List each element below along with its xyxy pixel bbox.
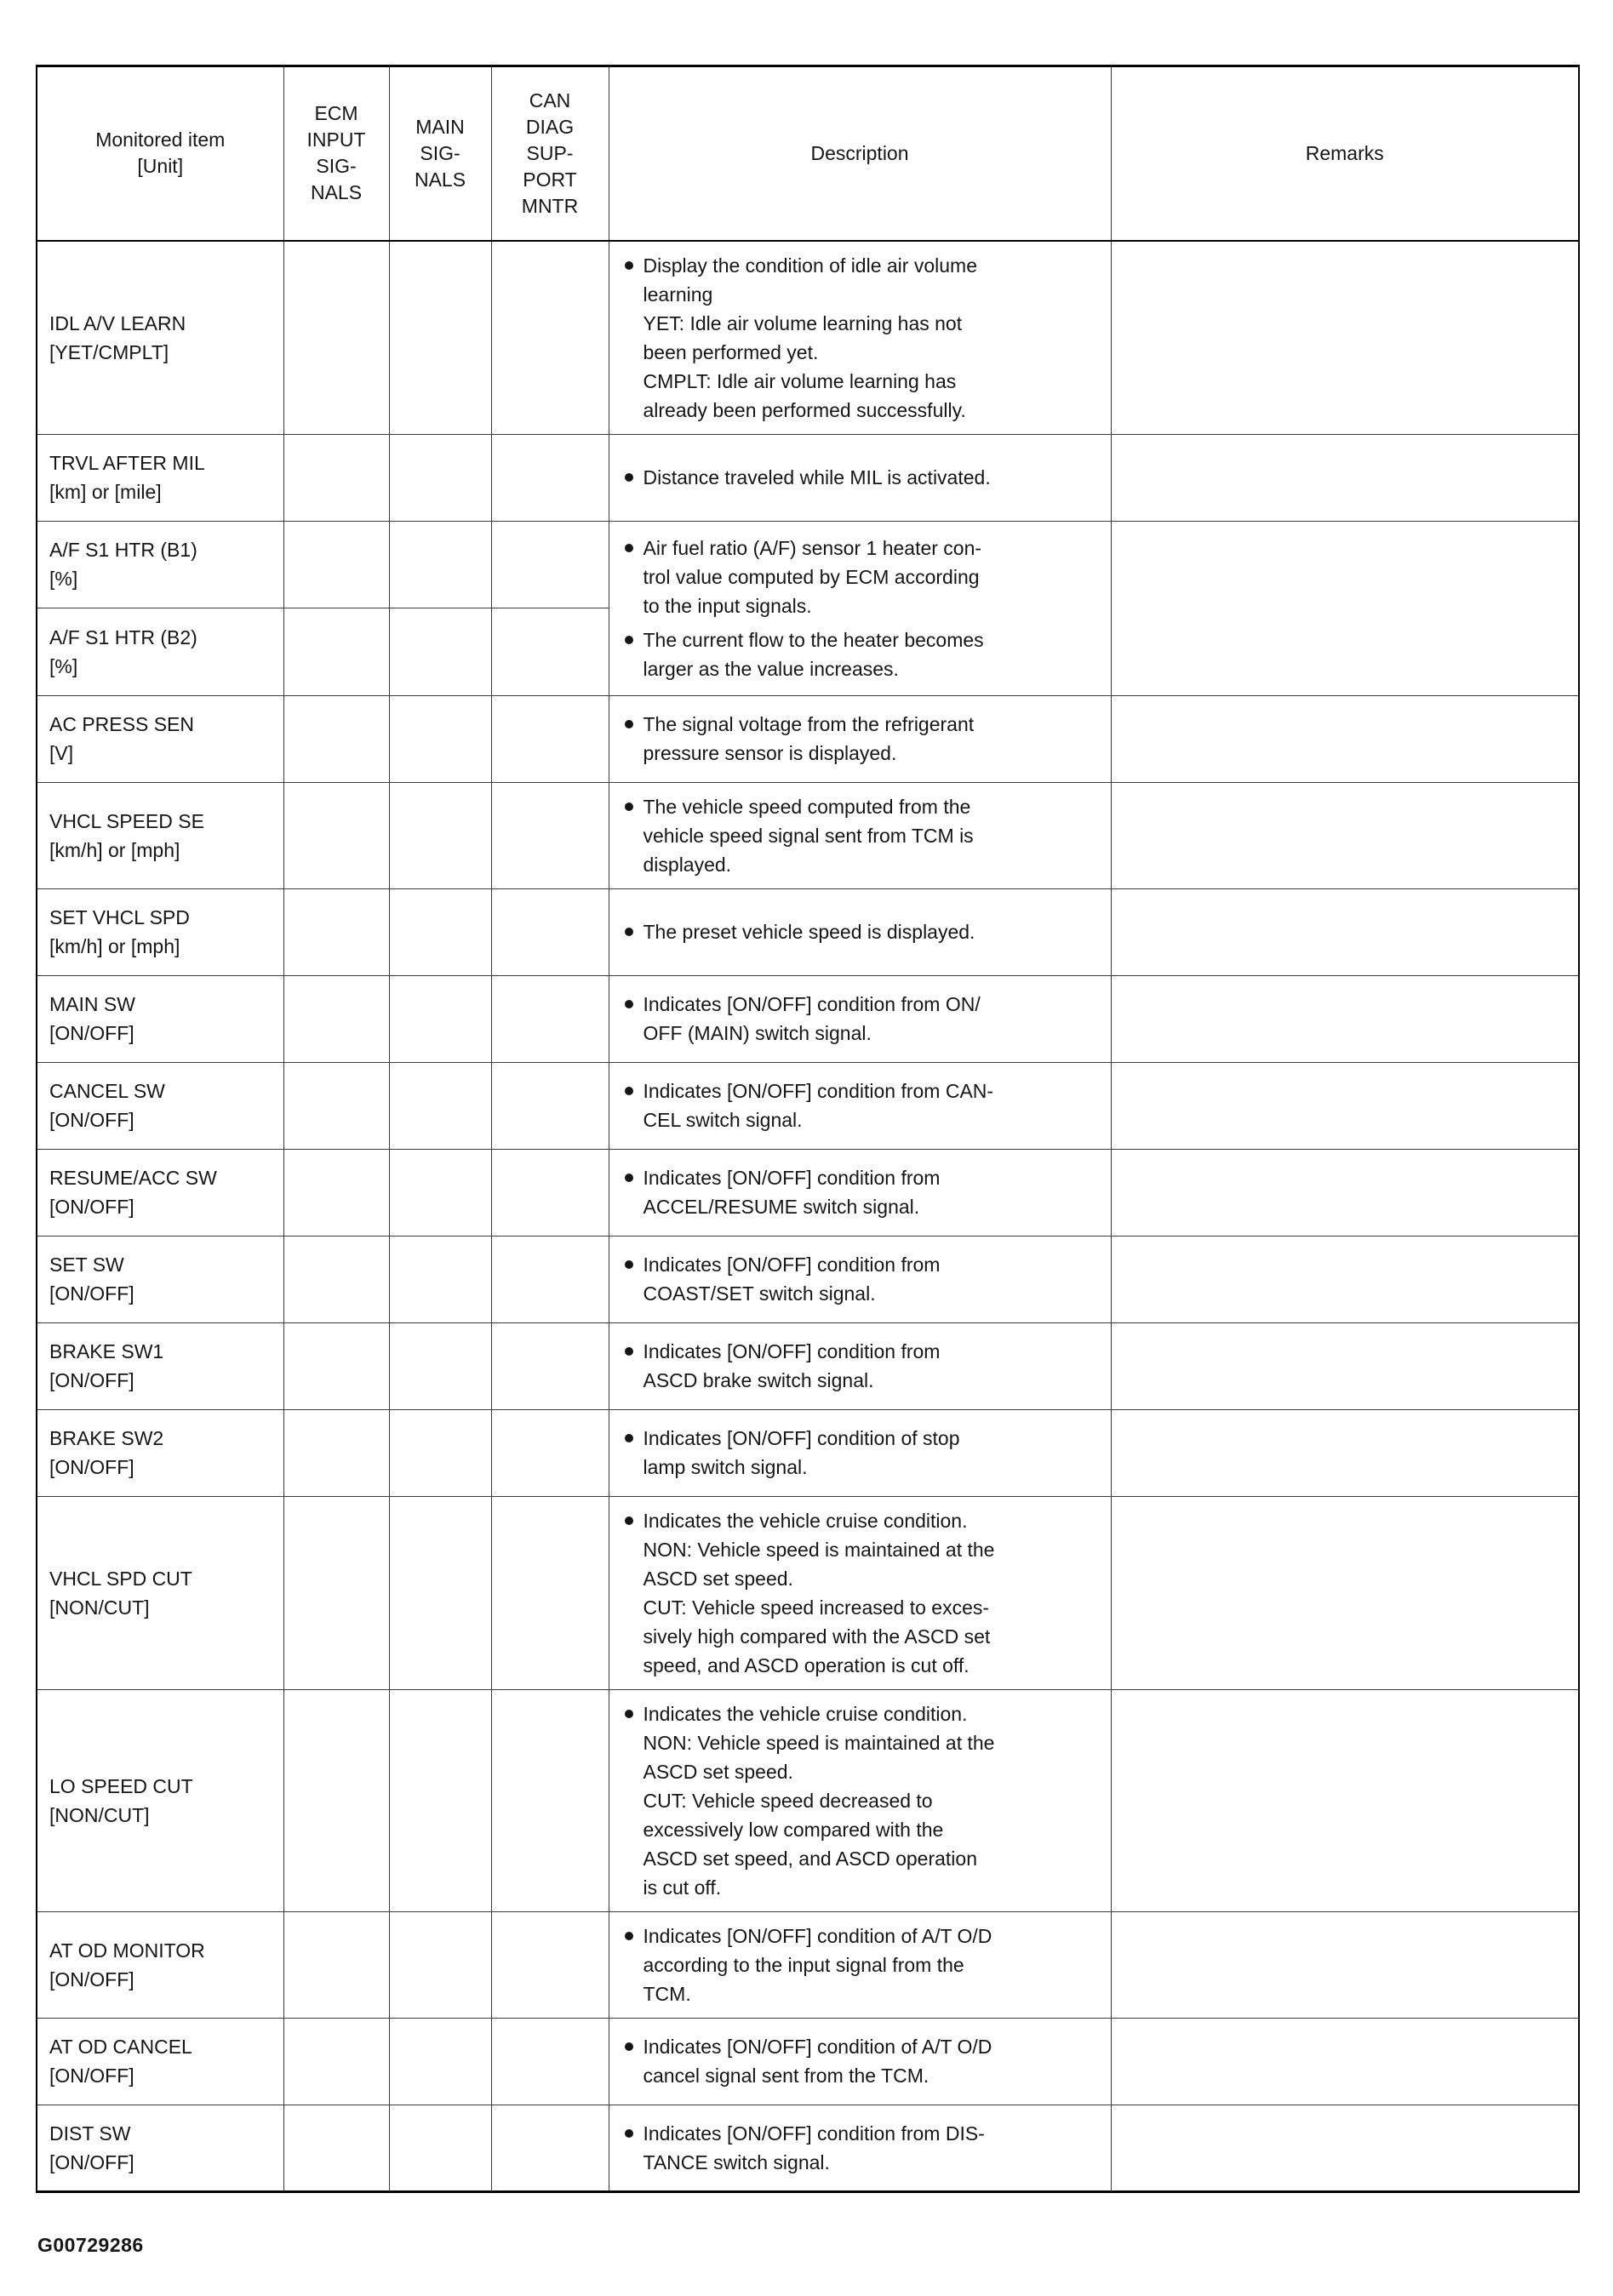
cell-can-diag-support-mntr — [491, 1409, 609, 1496]
cell-main-signals — [389, 1236, 491, 1322]
cell-can-diag-support-mntr — [491, 2018, 609, 2105]
cell-description: Indicates [ON/OFF] condition from COAST/SET switch signal. — [609, 1236, 1111, 1322]
cell-main-signals — [389, 521, 491, 608]
cell-monitored-item: IDL A/V LEARN [YET/CMPLT] — [37, 241, 283, 435]
bullet-icon — [625, 1434, 633, 1442]
col-header-monitored-item: Monitored item [Unit] — [37, 66, 283, 241]
cell-description: The signal voltage from the refrigerant pressure sensor is displayed. — [609, 695, 1111, 782]
cell-main-signals — [389, 2018, 491, 2105]
cell-monitored-item: SET VHCL SPD [km/h] or [mph] — [37, 888, 283, 975]
cell-main-signals — [389, 782, 491, 888]
bullet-icon — [625, 1516, 633, 1525]
cell-main-signals — [389, 2105, 491, 2191]
table-row — [37, 888, 1579, 975]
bullet-icon — [625, 1000, 633, 1008]
cell-can-diag-support-mntr — [491, 975, 609, 1062]
bullet-icon — [625, 1932, 633, 1940]
col-header-remarks: Remarks — [1111, 66, 1579, 241]
cell-ecm-input-signals — [283, 1062, 389, 1149]
table-row — [37, 434, 1579, 521]
table-row — [37, 241, 1579, 435]
cell-can-diag-support-mntr — [491, 521, 609, 608]
cell-monitored-item: BRAKE SW2 [ON/OFF] — [37, 1409, 283, 1496]
cell-remarks — [1111, 695, 1579, 782]
cell-main-signals — [389, 241, 491, 435]
bullet-icon — [625, 1174, 633, 1182]
cell-ecm-input-signals — [283, 1322, 389, 1409]
cell-remarks — [1111, 1236, 1579, 1322]
cell-ecm-input-signals — [283, 1149, 389, 1236]
cell-can-diag-support-mntr — [491, 1236, 609, 1322]
bullet-icon — [625, 1087, 633, 1095]
header-row — [37, 66, 1579, 241]
cell-description: Indicates the vehicle cruise condition. NON: Vehicle speed is maintained at the ASCD set speed. CUT: Vehicle speed increased to exces- sively high compared with the ASCD set speed, and ASCD operation is cut off. — [609, 1496, 1111, 1689]
cell-monitored-item: AC PRESS SEN [V] — [37, 695, 283, 782]
cell-ecm-input-signals — [283, 241, 389, 435]
cell-ecm-input-signals — [283, 2105, 389, 2191]
cell-remarks — [1111, 241, 1579, 435]
cell-ecm-input-signals — [283, 888, 389, 975]
cell-description: Indicates [ON/OFF] condition from DIS- TANCE switch signal. — [609, 2105, 1111, 2191]
cell-description: Distance traveled while MIL is activated. — [609, 434, 1111, 521]
cell-monitored-item: AT OD MONITOR [ON/OFF] — [37, 1911, 283, 2018]
table-row — [37, 1496, 1579, 1689]
cell-main-signals — [389, 608, 491, 696]
cell-main-signals — [389, 1496, 491, 1689]
cell-main-signals — [389, 1062, 491, 1149]
cell-remarks — [1111, 434, 1579, 521]
cell-main-signals — [389, 695, 491, 782]
bullet-icon — [625, 1710, 633, 1718]
cell-monitored-item: A/F S1 HTR (B2) [%] — [37, 608, 283, 696]
cell-remarks — [1111, 521, 1579, 695]
cell-ecm-input-signals — [283, 1911, 389, 2018]
cell-monitored-item: MAIN SW [ON/OFF] — [37, 975, 283, 1062]
table-body — [37, 241, 1579, 2192]
cell-remarks — [1111, 1911, 1579, 2018]
bullet-icon — [625, 928, 633, 936]
table-row — [37, 1149, 1579, 1236]
bullet-icon — [625, 473, 633, 482]
cell-main-signals — [389, 1689, 491, 1911]
cell-monitored-item: BRAKE SW1 [ON/OFF] — [37, 1322, 283, 1409]
bullet-icon — [625, 2129, 633, 2138]
cell-monitored-item: A/F S1 HTR (B1) [%] — [37, 521, 283, 608]
cell-ecm-input-signals — [283, 2018, 389, 2105]
cell-description: Indicates the vehicle cruise condition. NON: Vehicle speed is maintained at the ASCD set speed. CUT: Vehicle speed decreased to excessively low compared with the ASCD set speed, and ASCD operation is cut off. — [609, 1689, 1111, 1911]
col-header-description: Description — [609, 66, 1111, 241]
cell-main-signals — [389, 434, 491, 521]
col-header-can-diag-support-mntr: CAN DIAG SUP- PORT MNTR — [491, 66, 609, 241]
cell-description: Display the condition of idle air volume learning YET: Idle air volume learning has not been performed yet. CMPLT: Idle air volume learning has already been performed successfully. — [609, 241, 1111, 435]
cell-main-signals — [389, 975, 491, 1062]
cell-remarks — [1111, 1409, 1579, 1496]
cell-main-signals — [389, 1149, 491, 1236]
cell-monitored-item: LO SPEED CUT [NON/CUT] — [37, 1689, 283, 1911]
table-row — [37, 1911, 1579, 2018]
cell-ecm-input-signals — [283, 434, 389, 521]
cell-ecm-input-signals — [283, 975, 389, 1062]
figure-id: G00729286 — [37, 2234, 144, 2256]
table-row — [37, 521, 1579, 608]
cell-main-signals — [389, 1409, 491, 1496]
cell-ecm-input-signals — [283, 1496, 389, 1689]
cell-remarks — [1111, 1062, 1579, 1149]
cell-monitored-item: SET SW [ON/OFF] — [37, 1236, 283, 1322]
col-header-ecm-input-signals: ECM INPUT SIG- NALS — [283, 66, 389, 241]
table-row — [37, 1322, 1579, 1409]
cell-ecm-input-signals — [283, 695, 389, 782]
bullet-icon — [625, 1347, 633, 1356]
cell-can-diag-support-mntr — [491, 1496, 609, 1689]
cell-ecm-input-signals — [283, 782, 389, 888]
cell-main-signals — [389, 888, 491, 975]
cell-description: Indicates [ON/OFF] condition from ON/ OFF (MAIN) switch signal. — [609, 975, 1111, 1062]
cell-remarks — [1111, 1496, 1579, 1689]
table-row — [37, 1689, 1579, 1911]
cell-monitored-item: VHCL SPD CUT [NON/CUT] — [37, 1496, 283, 1689]
cell-main-signals — [389, 1322, 491, 1409]
table-row — [37, 1409, 1579, 1496]
cell-monitored-item: TRVL AFTER MIL [km] or [mile] — [37, 434, 283, 521]
cell-can-diag-support-mntr — [491, 1149, 609, 1236]
cell-remarks — [1111, 782, 1579, 888]
cell-can-diag-support-mntr — [491, 241, 609, 435]
cell-description: Indicates [ON/OFF] condition of A/T O/D cancel signal sent from the TCM. — [609, 2018, 1111, 2105]
table-row — [37, 2105, 1579, 2191]
data-monitor-table — [36, 65, 1580, 2193]
table-row — [37, 975, 1579, 1062]
cell-ecm-input-signals — [283, 608, 389, 696]
cell-ecm-input-signals — [283, 521, 389, 608]
col-header-main-signals: MAIN SIG- NALS — [389, 66, 491, 241]
bullet-icon — [625, 544, 633, 552]
cell-can-diag-support-mntr — [491, 1062, 609, 1149]
data-monitor-table-wrap — [36, 65, 1578, 2193]
cell-ecm-input-signals — [283, 1236, 389, 1322]
table-row — [37, 2018, 1579, 2105]
cell-description: Indicates [ON/OFF] condition from ASCD brake switch signal. — [609, 1322, 1111, 1409]
cell-monitored-item: VHCL SPEED SE [km/h] or [mph] — [37, 782, 283, 888]
cell-can-diag-support-mntr — [491, 1689, 609, 1911]
bullet-icon — [625, 261, 633, 270]
cell-remarks — [1111, 1689, 1579, 1911]
cell-can-diag-support-mntr — [491, 782, 609, 888]
table-row — [37, 1236, 1579, 1322]
table-row — [37, 782, 1579, 888]
cell-monitored-item: DIST SW [ON/OFF] — [37, 2105, 283, 2191]
cell-can-diag-support-mntr — [491, 434, 609, 521]
cell-main-signals — [389, 1911, 491, 2018]
cell-description: Indicates [ON/OFF] condition from CAN- CEL switch signal. — [609, 1062, 1111, 1149]
cell-remarks — [1111, 1322, 1579, 1409]
cell-can-diag-support-mntr — [491, 608, 609, 696]
bullet-icon — [625, 636, 633, 644]
cell-monitored-item: AT OD CANCEL [ON/OFF] — [37, 2018, 283, 2105]
cell-description: The preset vehicle speed is displayed. — [609, 888, 1111, 975]
cell-can-diag-support-mntr — [491, 695, 609, 782]
cell-ecm-input-signals — [283, 1689, 389, 1911]
cell-remarks — [1111, 2105, 1579, 2191]
cell-ecm-input-signals — [283, 1409, 389, 1496]
table-row — [37, 695, 1579, 782]
cell-description: Indicates [ON/OFF] condition of stop lamp switch signal. — [609, 1409, 1111, 1496]
bullet-icon — [625, 720, 633, 728]
cell-description: Indicates [ON/OFF] condition of A/T O/D according to the input signal from the TCM. — [609, 1911, 1111, 2018]
table-row — [37, 1062, 1579, 1149]
cell-description: Indicates [ON/OFF] condition from ACCEL/RESUME switch signal. — [609, 1149, 1111, 1236]
cell-remarks — [1111, 888, 1579, 975]
cell-monitored-item: CANCEL SW [ON/OFF] — [37, 1062, 283, 1149]
cell-remarks — [1111, 1149, 1579, 1236]
cell-can-diag-support-mntr — [491, 2105, 609, 2191]
cell-can-diag-support-mntr — [491, 888, 609, 975]
cell-remarks — [1111, 2018, 1579, 2105]
cell-remarks — [1111, 975, 1579, 1062]
bullet-icon — [625, 2042, 633, 2051]
cell-can-diag-support-mntr — [491, 1911, 609, 2018]
bullet-icon — [625, 802, 633, 811]
cell-description: The vehicle speed computed from the vehicle speed signal sent from TCM is displayed. — [609, 782, 1111, 888]
cell-can-diag-support-mntr — [491, 1322, 609, 1409]
cell-monitored-item: RESUME/ACC SW [ON/OFF] — [37, 1149, 283, 1236]
cell-description: Air fuel ratio (A/F) sensor 1 heater con- trol value computed by ECM according to the input signals. The current flow to the heater becomes larger as the value increases. — [609, 521, 1111, 695]
bullet-icon — [625, 1260, 633, 1269]
